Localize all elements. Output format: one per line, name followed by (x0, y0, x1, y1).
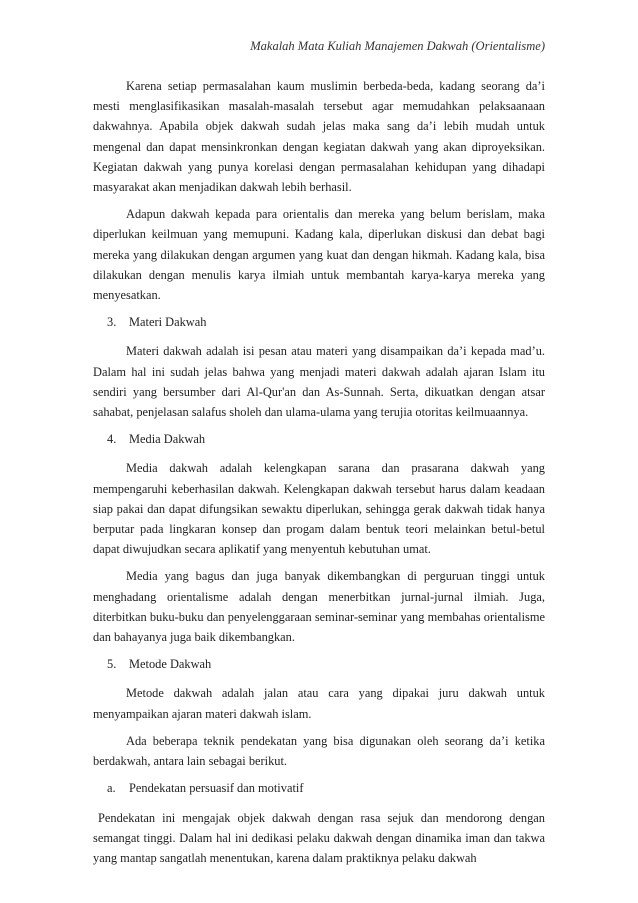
paragraph-metode-dakwah: Metode dakwah adalah jalan atau cara yang dipakai juru dakwah untuk menyampaikan ajaran materi dakwah islam. (93, 686, 545, 721)
subsection-letter: a. (107, 781, 116, 796)
paragraph-teknik-pendekatan: Ada beberapa teknik pendekatan yang bisa digunakan oleh seorang da’i ketika berdakwah, antara lain sebagai berikut. (93, 733, 545, 769)
subsection-heading-pendekatan-persuasif (107, 778, 545, 798)
section-heading-metode-dakwah (107, 654, 545, 674)
section-number: 4. (107, 432, 117, 447)
paragraph-dakwah-orientalis: Adapun dakwah kepada para orientalis dan mereka yang belum berislam, maka diperlukan keilmuan yang memupuni. Kadang kala, diperlukan diskusi dan debat bagi mereka yang dilakukan dengan argumen yang kuat dan dengan hikmah. Kadang kala, bisa dilakukan dengan menulis karya ilmiah untuk membantah karya-karya mereka yang menyesatkan. (93, 207, 545, 303)
paragraph-media-dakwah: Media dakwah adalah kelengkapan sarana dan prasarana dakwah yang mempengaruhi keberhasilan dakwah. Kelengkapan dakwah tersebut harus dalam keadaan siap pakai dan dapat difungsikan sewaktu diperlukan, sehingga gerak dakwah tidak hanya berputar pada lingkaran konsep dan progam dalam bentuk teori melainkan betul-betul dapat diwujudkan secara aplikatif yang menyentuh kebutuhan umat. (93, 461, 545, 557)
section-title: Metode Dakwah (129, 657, 212, 672)
section-heading-materi-dakwah (107, 312, 545, 332)
running-header: Makalah Mata Kuliah Manajemen Dakwah (Orientalisme) (250, 39, 545, 53)
paragraph-objek-dakwah: Karena setiap permasalahan kaum muslimin berbeda-beda, kadang seorang da’i mesti menglasifikasikan masalah-masalah tersebut agar memudahkan pelaksaanaan dakwahnya. Apabila objek dakwah sudah jelas maka sang da’i lebih mudah untuk mengenal dan dapat mensinkronkan dengan kegiatan dakwah yang akan diproyeksikan. Kegiatan dakwah yang punya korelasi dengan permasalahan kehidupan yang dihadapi masyarakat akan menjadikan dakwah lebih berhasil. (93, 79, 545, 195)
section-title: Media Dakwah (129, 432, 206, 447)
paragraph-pendekatan-persuasif: Pendekatan ini mengajak objek dakwah dengan rasa sejuk dan mendorong dengan semangat tinggi. Dalam hal ini dedikasi pelaku dakwah dengan dinamika iman dan takwa yang mantap sangatlah menentukan, karena dalam praktiknya pelaku dakwah (93, 810, 545, 865)
subsection-title: Pendekatan persuasif dan motivatif (129, 781, 304, 796)
section-number: 5. (107, 657, 117, 672)
section-number: 3. (107, 315, 117, 330)
section-title: Materi Dakwah (129, 315, 207, 330)
paragraph-materi-dakwah: Materi dakwah adalah isi pesan atau materi yang disampaikan da’i kepada mad’u. Dalam hal ini sudah jelas bahwa yang menjadi materi dakwah adalah ajaran Islam itu sendiri yang bersumber dari Al-Qur'an dan As-Sunnah. Serta, dikuatkan dengan atsar sahabat, penjelasan salafus sholeh dan ulama-ulama yang terujia otoritas keilmuaannya. (93, 344, 545, 420)
section-heading-media-dakwah (107, 429, 545, 449)
paragraph-media-jurnal: Media yang bagus dan juga banyak dikembangkan di perguruan tinggi untuk menghadang orientalisme adalah dengan menerbitkan jurnal-jurnal ilmiah. Juga, diterbitkan buku-buku dan penyelenggaraan seminar-seminar yang membahas orientalisme dan bahayanya juga baik dikembangkan. (93, 569, 545, 645)
